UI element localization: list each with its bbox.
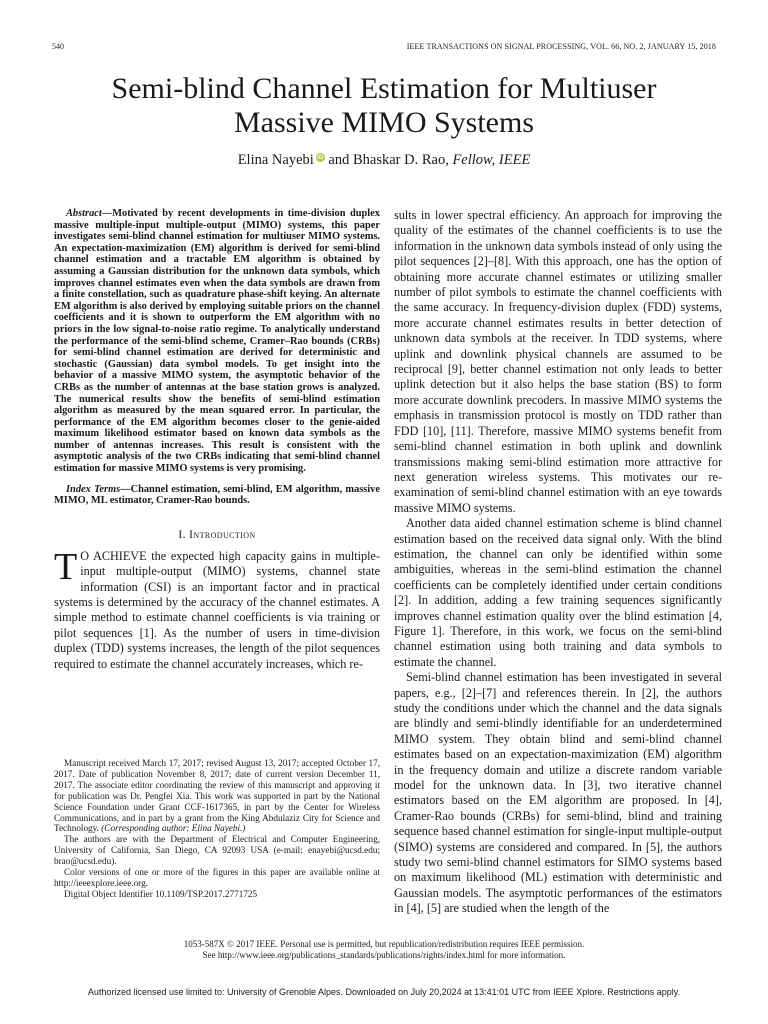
index-terms	[54, 484, 380, 507]
footnote-color-versions: Color versions of one or more of the figures in this paper are available online at http://ieeexplore.ieee.org.	[54, 867, 380, 888]
abstract	[54, 208, 380, 475]
right-paragraph-3: Semi-blind channel estimation has been investigated in several papers, e.g., [2]–[7] and references therein. In [2], the authors study the conditions under which the channel and the data signals are blindly and semi-blindly identifiable for an underdetermined MIMO system. They obtain blind and semi-blind channel estimates based on an expectation-maximization (EM) algorithm in the frequency domain and utilize a discrete random variable model for the unknown data. In [3], two iterative channel estimators based on the EM algorithm are proposed. In [4], Cramer-Rao bounds (CRBs) for semi-blind, blind and training sequence based channel estimation for single-input multiple-output (SIMO) systems are considered and compared. In [5], the authors study two semi-blind channel estimators for SIMO systems based on maximum likelihood (ML) estimation with deterministic and Gaussian models. The asymptotic performances of the estimators in [4], [5] are studied when the length of the	[394, 670, 722, 916]
footnotes	[54, 758, 380, 900]
page-number: 540	[52, 42, 64, 51]
author-fellow: Fellow, IEEE	[452, 152, 531, 168]
intro-paragraph	[54, 545, 380, 672]
journal-header: IEEE TRANSACTIONS ON SIGNAL PROCESSING, VOL. 66, NO. 2, JANUARY 15, 2018	[406, 42, 716, 51]
abstract-label: Abstract	[66, 208, 102, 219]
abstract-text: —Motivated by recent developments in time-division duplex massive multiple-input multiple-output (MIMO) systems, this paper investigates semi-blind channel estimation for multiuser MIMO systems. An expectation-maximization (EM) algorithm is derived for semi-blind channel estimation and a tractable EM algorithm is obtained by assuming a Gaussian distribution for the unknown data symbols, which improves channel estimates even when the data symbols are drawn from a finite constellation, such as quadrature phase-shift keying. An alternate EM algorithm is also derived by employing suitable priors on the channel coefficients and it is shown to outperform the EM algorithm with no priors in the low signal-to-noise ratio regime. To analytically understand the performance of the semi-blind scheme, Cramer–Rao bounds (CRBs) for semi-blind channel estimation are derived for deterministic and stochastic (Gaussian) data symbol models. To get insight into the behavior of a massive MIMO system, the asymptotic behavior of the CRBs as the number of antennas at the base station grows is analyzed. The numerical results show the benefits of semi-blind estimation algorithm as measured by the mean squared error. In particular, the performance of the EM algorithm becomes closer to the genie-aided maximum likelihood estimator based on known data symbols as the number of antennas increases. This result is consistent with the asymptotic analysis of the two CRBs indicating that semi-blind channel estimation for massive MIMO systems is very promising.	[54, 208, 380, 475]
author-line	[0, 152, 768, 169]
copyright-notice	[0, 939, 768, 961]
index-terms-label: Index Terms	[66, 483, 121, 495]
footnote-manuscript	[54, 758, 380, 834]
footnote-doi: Digital Object Identifier 10.1109/TSP.2017.2771725	[64, 888, 258, 899]
copyright-line-2: See http://www.ieee.org/publications_standards/publications/rights/index.html for more information.	[202, 950, 566, 960]
intro-paragraph-text: O ACHIEVE the expected high capacity gains in multiple-input multiple-output (MIMO) systems, channel state information (CSI) is an important factor and in practical systems is determined by the accuracy of the channel estimates. A simple method to estimate channel coefficients is via training or pilot sequences [1]. As the number of users in time-division duplex (TDD) systems increases, the length of the pilot sequences required to estimate the channel accurately increases, which re-	[54, 548, 380, 671]
index-terms-text: —Channel estimation, semi-blind, EM algorithm, massive MIMO, ML estimator, Cramer-Rao bounds.	[54, 483, 380, 507]
right-column	[394, 208, 722, 917]
drop-cap: T	[54, 545, 78, 588]
footnote-manuscript-text: Manuscript received March 17, 2017; revised August 13, 2017; accepted October 17, 2017. Date of publication November 8, 2017; date of current version December 11, 2017. The associate editor coordinating the review of this manuscript and approving it for publication was Dr. Pengfei Xia. This work was supported in part by the National Science Foundation under Grant CCF-1617365, in part by the Center for Wireless Communications, and in part by a grant from the King Abdulaziz City for Science and Technology.	[54, 758, 380, 834]
author-connector: and Bhaskar D. Rao,	[328, 152, 449, 168]
title-line-2: Massive MIMO Systems	[233, 106, 534, 139]
copyright-line-1: 1053-587X © 2017 IEEE. Personal use is permitted, but republication/redistribution requires IEEE permission.	[183, 939, 585, 949]
orcid-icon[interactable]: iD	[317, 154, 324, 161]
footnote-affiliation: The authors are with the Department of Electrical and Computer Engineering, University of California, San Diego, CA 92093 USA (e-mail: enayebi@ucsd.edu; brao@ucsd.edu).	[54, 834, 380, 867]
footnote-corresponding: (Corresponding author: Elina Nayebi.)	[101, 823, 246, 834]
author-first: Elina Nayebi	[237, 152, 314, 168]
section-heading-introduction: I. Introduction	[178, 528, 256, 541]
right-paragraph-1: sults in lower spectral efficiency. An approach for improving the quality of the estimates of the channel coefficients is to use the information in the unknown data symbols instead of only using the pilot sequences [2]–[8]. With this approach, one has the option of obtaining more accurate channel estimates or utilizing smaller number of pilot symbols to estimate the channel coefficients with the same accuracy. In frequency-division duplex (FDD) systems, more accurate channel estimates results in better detection of unknown data symbols at the receiver. In TDD systems, where uplink and downlink physical channels are assumed to be reciprocal [9], better channel estimation not only leads to better uplink detection but it also helps the base station (BS) to form more accurate downlink precoders. In massive MIMO systems the emphasis in transmission protocol is mostly on TDD rather than FDD [10], [11]. Therefore, massive MIMO systems benefit from semi-blind channel estimation in both uplink and downlink transmissions making semi-blind estimation more attractive for next generation wireless systems. This motivates our re-examination of semi-blind channel estimation with an eye towards massive MIMO systems.	[394, 208, 722, 515]
title-line-1: Semi-blind Channel Estimation for Multiuser	[111, 72, 657, 105]
license-notice: Authorized licensed use limited to: University of Grenoble Alpes. Downloaded on July 20,2024 at 13:41:01 UTC from IEEE Xplore. Restrictions apply.	[87, 987, 681, 997]
left-column	[54, 208, 380, 672]
right-paragraph-2: Another data aided channel estimation scheme is blind channel estimation based on the received data signal only. With the blind estimation, the channel can only be identified within some ambiguities, whereas in the semi-blind estimation the channel coefficients can be completely identified under certain conditions [2]. In addition, adding a few training sequences significantly improves channel estimation quality over the blind estimation [4, Figure 1]. Therefore, in this work, we focus on the semi-blind channel estimation using both training and data symbols to estimate the channel.	[394, 516, 722, 669]
paper-title	[0, 72, 768, 140]
